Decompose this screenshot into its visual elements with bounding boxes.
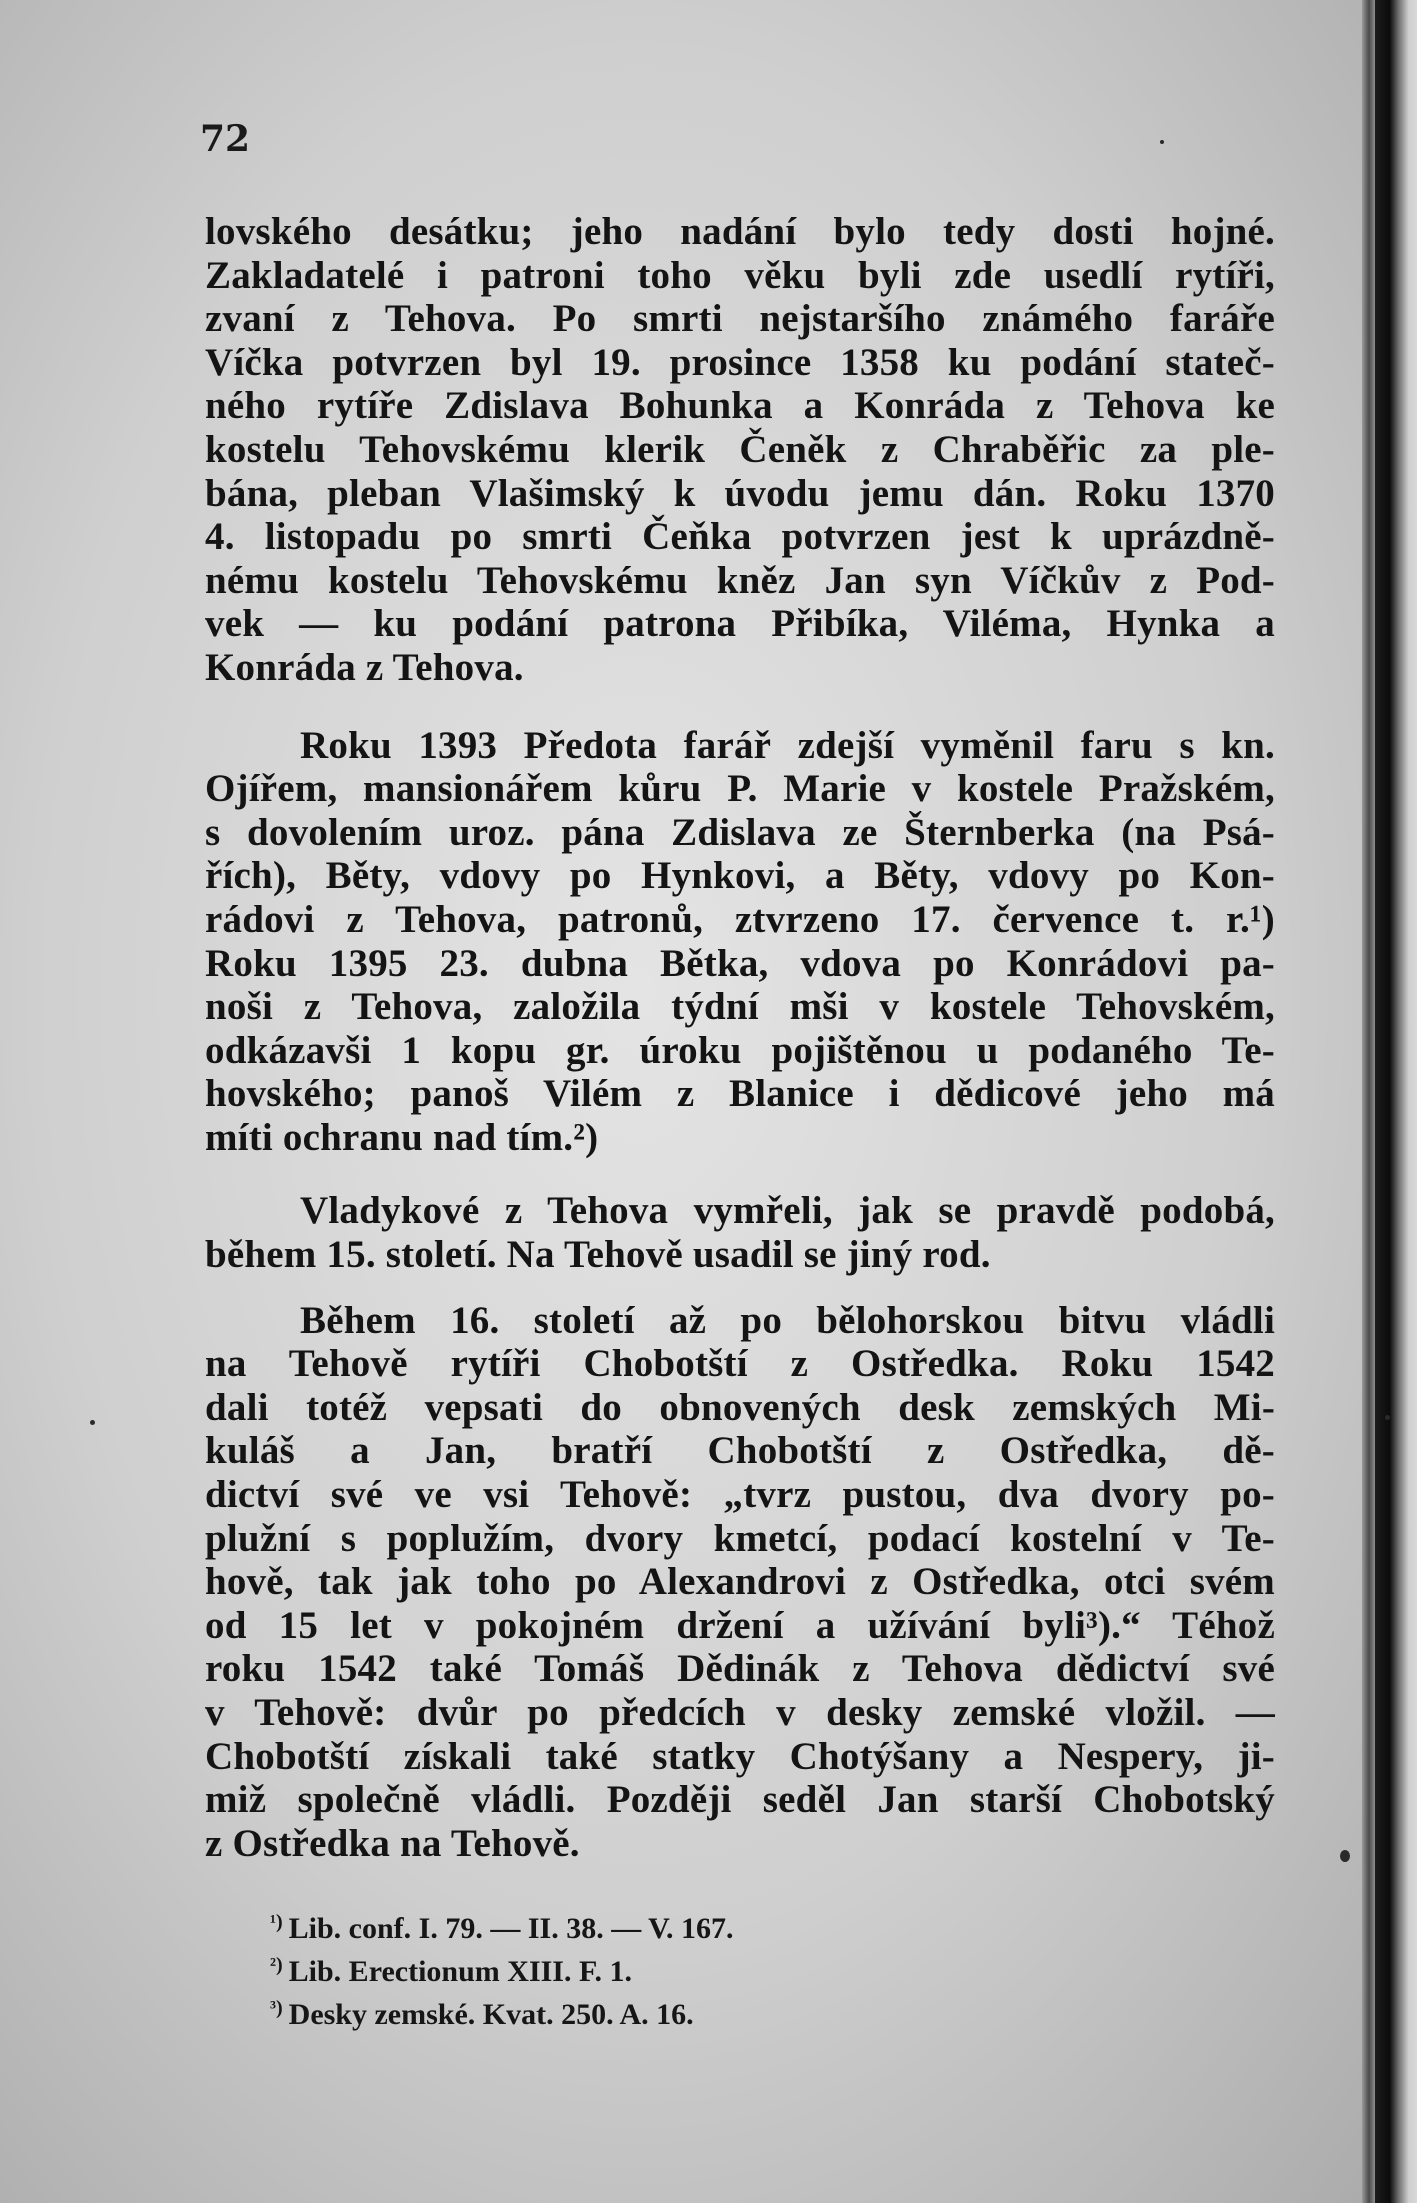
text-line: Chobotští získali také statky Chotýšany a Nespery, ji-: [205, 1734, 1275, 1778]
text-line: Vladykové z Tehova vymřeli, jak se pravdě podobá,: [300, 1189, 1275, 1233]
text-line: v Tehově: dvůr po předcích v desky zemské vložil. —: [205, 1691, 1275, 1734]
footnote: [270, 1904, 733, 1947]
text-line: hově, tak jak toho po Alexandrovi z Ostředka, otci svém: [205, 1560, 1275, 1604]
text-line: noši z Tehova, založila týdní mši v kostele Tehovském,: [205, 985, 1275, 1029]
footnote: [270, 1947, 733, 1990]
footnote-text: Lib. conf. I. 79. — II. 38. — V. 167.: [288, 1912, 734, 1945]
page-edge: [1375, 0, 1417, 2203]
text-line: lovského desátku; jeho nadání bylo tedy dosti hojné.: [205, 210, 1275, 253]
text-line: rádovi z Tehova, patronů, ztvrzeno 17. července t. r.¹): [205, 897, 1275, 941]
text-line: Konráda z Tehova.: [205, 645, 524, 689]
footnotes: [270, 1904, 733, 2033]
text-line: Roku 1395 23. dubna Bětka, vdova po Konrádovi pa-: [205, 941, 1275, 985]
text-line: vek — ku podání patrona Přibíka, Viléma, Hynka a: [205, 602, 1275, 646]
text-line: na Tehově rytíři Chobotští z Ostředka. Roku 1542: [205, 1342, 1275, 1386]
text-line: Během 16. století až po bělohorskou bitvu vládli: [300, 1298, 1275, 1342]
text-line: míti ochranu nad tím.²): [205, 1115, 599, 1159]
text-line: miž společně vládli. Později seděl Jan starší Chobotský: [205, 1778, 1275, 1822]
text-line: Ojířem, mansionářem kůru P. Marie v kostele Pražském,: [205, 767, 1275, 811]
text-line: nému kostelu Tehovskému kněz Jan syn Víčkův z Pod-: [205, 558, 1275, 602]
text-line: Roku 1393 Předota farář zdejší vyměnil faru s kn.: [300, 723, 1275, 767]
text-line: hovského; panoš Vilém z Blanice i dědicové jeho má: [205, 1072, 1275, 1116]
text-line: Zakladatelé i patroni toho věku byli zde usedlí rytíři,: [205, 253, 1275, 297]
text-line: s dovolením uroz. pána Zdislava ze Šternberka (na Psá-: [205, 810, 1275, 854]
scan-speck: [1385, 1415, 1390, 1420]
text-line: 4. listopadu po smrti Čeňka potvrzen jest k uprázdně-: [205, 515, 1275, 559]
body-text: [205, 210, 1275, 1865]
page-number: 72: [200, 118, 251, 160]
footnote-text: Lib. Erectionum XIII. F. 1.: [288, 1955, 633, 1988]
footnote-marker: ¹): [270, 1911, 283, 1933]
text-line: z Ostředka na Tehově.: [205, 1821, 580, 1865]
text-line: bána, pleban Vlašimský k úvodu jemu dán. Roku 1370: [205, 471, 1275, 515]
text-line: dali totéž vepsati do obnovených desk zemských Mi-: [205, 1385, 1275, 1429]
text-line: dictví své ve vsi Tehově: „tvrz pustou, dva dvory po-: [205, 1473, 1275, 1517]
text-line: plužní s poplužím, dvory kmetcí, podací kostelní v Te-: [205, 1516, 1275, 1560]
text-line: zvaní z Tehova. Po smrti nejstaršího známého faráře: [205, 297, 1275, 341]
text-line: kostelu Tehovskému klerik Čeněk z Chraběřic za ple-: [205, 427, 1275, 471]
page-gutter-shadow: [1362, 0, 1376, 2203]
footnote-text: Desky zemské. Kvat. 250. A. 16.: [288, 1998, 694, 2031]
text-line: ného rytíře Zdislava Bohunka a Konráda z Tehova ke: [205, 384, 1275, 428]
text-line: řích), Běty, vdovy po Hynkovi, a Běty, vdovy po Kon-: [205, 854, 1275, 898]
scan-speck: [1160, 140, 1164, 144]
text-line: od 15 let v pokojném držení a užívání byli³).“ Téhož: [205, 1603, 1275, 1647]
scan-speck: [1340, 1850, 1350, 1862]
footnote-marker: ³): [270, 1997, 283, 2019]
text-line: odkázavši 1 kopu gr. úroku pojištěnou u podaného Te-: [205, 1028, 1275, 1072]
footnote-marker: ²): [270, 1954, 283, 1976]
text-line: roku 1542 také Tomáš Dědinák z Tehova dědictví své: [205, 1647, 1275, 1691]
text-line: kuláš a Jan, bratří Chobotští z Ostředka, dě-: [205, 1429, 1275, 1473]
scan-speck: [90, 1420, 95, 1425]
text-line: během 15. století. Na Tehově usadil se jiný rod.: [205, 1233, 991, 1277]
text-line: Víčka potvrzen byl 19. prosince 1358 ku podání stateč-: [205, 340, 1275, 384]
footnote: [270, 1990, 733, 2033]
